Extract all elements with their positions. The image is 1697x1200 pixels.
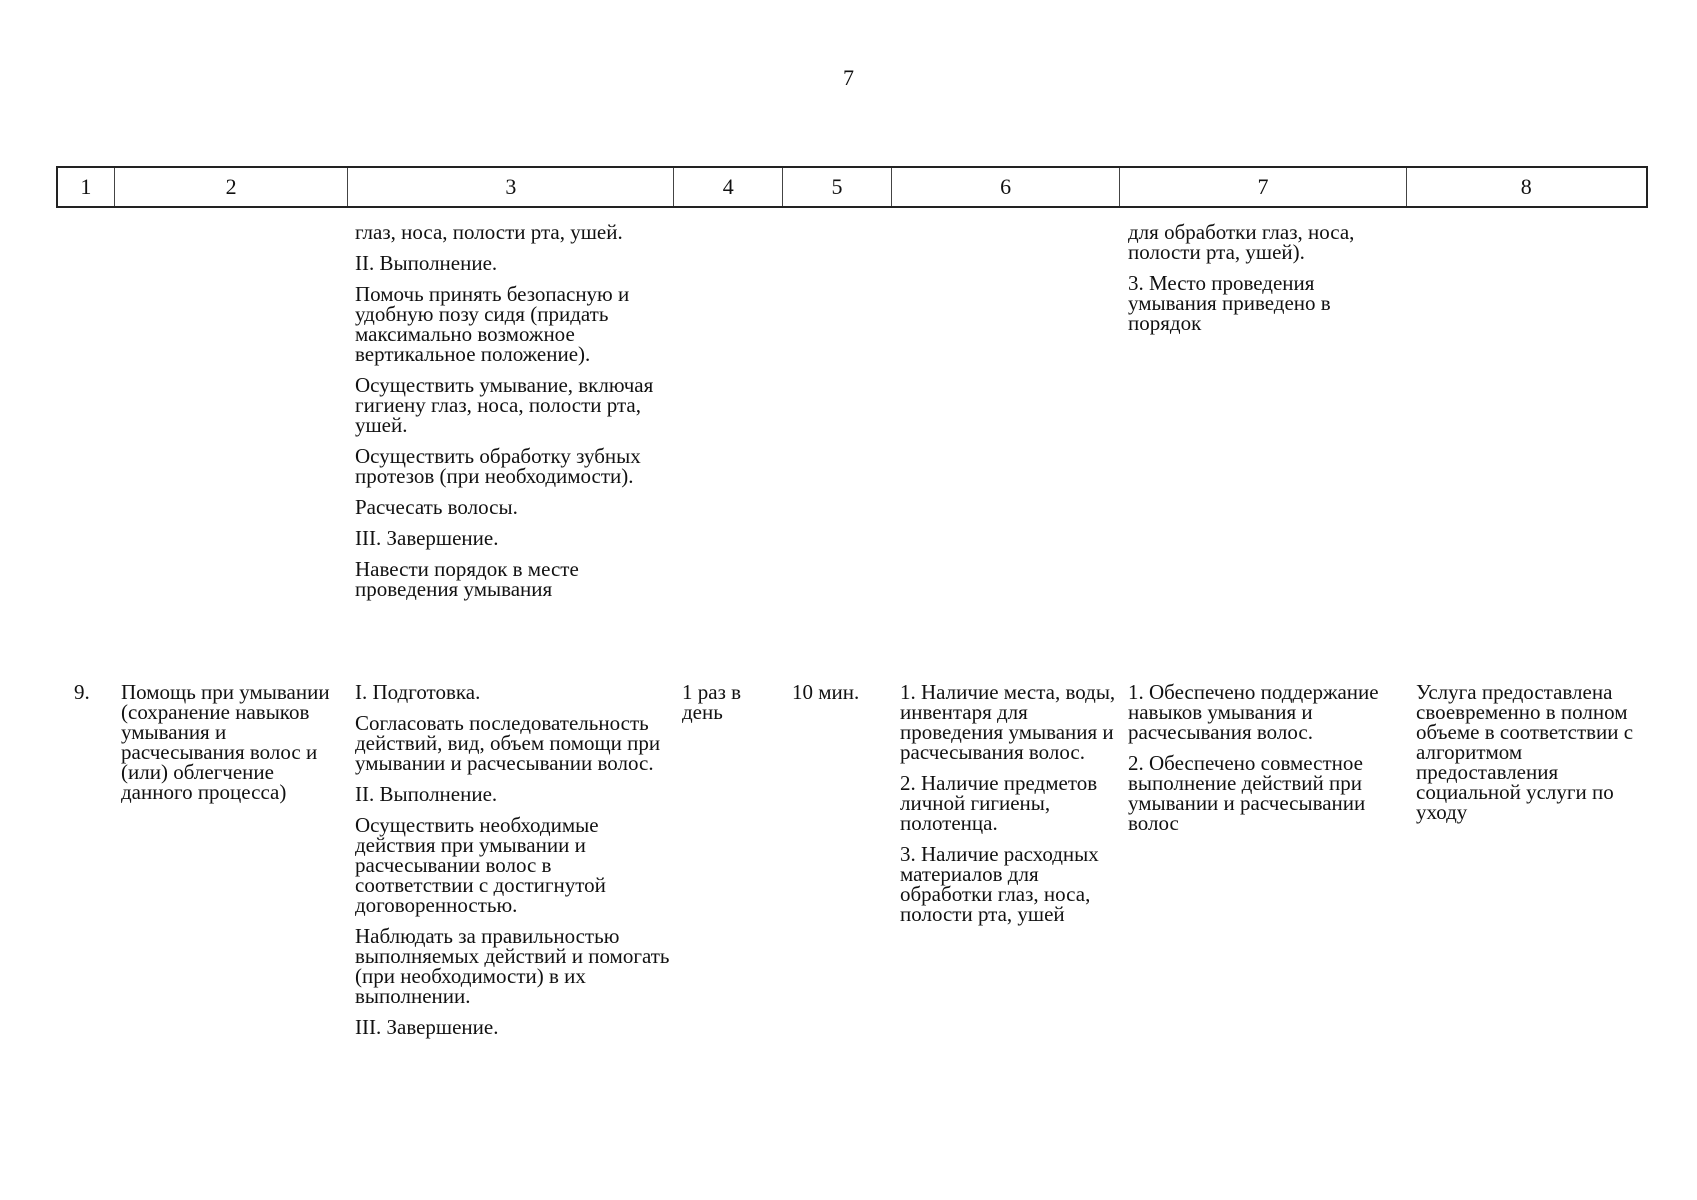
page-number: 7 (843, 65, 854, 90)
row9-duration: 10 мин. (792, 680, 860, 704)
row9-service-name: Помощь при умывании (сохранение навыков умывания и расчесывания волос и (или) облегчение данного процесса) (121, 680, 330, 804)
header-col-7: 7 (1119, 168, 1405, 206)
table-header-row (56, 166, 1648, 208)
continuation-col3 (355, 222, 675, 599)
row9-conditions (900, 682, 1125, 924)
paragraph: 1. Наличие места, воды, инвентаря для проведения умывания и расчесывания волос. (900, 680, 1116, 764)
paragraph: 1. Обеспечено поддержание навыков умывания и расчесывания волос. (1128, 680, 1379, 744)
header-col-8: 8 (1406, 168, 1646, 206)
paragraph: 3. Наличие расходных материалов для обработки глаз, носа, полости рта, ушей (900, 842, 1099, 926)
paragraph: для обработки глаз, носа, полости рта, ушей). (1128, 220, 1355, 264)
paragraph: Расчесать волосы. (355, 495, 518, 519)
paragraph: Навести порядок в месте проведения умывания (355, 557, 579, 601)
paragraph: Помочь принять безопасную и удобную позу сидя (придать максимально возможное вертикальное положение). (355, 282, 630, 366)
paragraph: III. Завершение. (355, 1015, 499, 1039)
paragraph: I. Подготовка. (355, 680, 481, 704)
header-col-4: 4 (673, 168, 782, 206)
paragraph: Наблюдать за правильностью выполняемых действий и помогать (при необходимости) в их выполнении. (355, 924, 670, 1008)
paragraph: глаз, носа, полости рта, ушей. (355, 220, 623, 244)
row9-procedure (355, 682, 675, 1037)
paragraph: Осуществить обработку зубных протезов (при необходимости). (355, 444, 641, 488)
continuation-col7 (1128, 222, 1408, 333)
row9-results (1128, 682, 1408, 833)
paragraph: 2. Наличие предметов личной гигиены, полотенца. (900, 771, 1098, 835)
paragraph: II. Выполнение. (355, 251, 498, 275)
header-col-1: 1 (80, 174, 92, 199)
paragraph: II. Выполнение. (355, 782, 498, 806)
paragraph: 2. Обеспечено совместное выполнение действий при умывании и расчесывании волос (1128, 751, 1366, 835)
paragraph: Осуществить необходимые действия при умывании и расчесывании волос в соответствии с достигнутой договоренностью. (355, 813, 606, 917)
row9-quality-criteria: Услуга предоставлена своевременно в полном объеме в соответствии с алгоритмом предоставления социальной услуги по уходу (1416, 680, 1634, 824)
paragraph: Согласовать последовательность действий, вид, объем помощи при умывании и расчесывании волос. (355, 711, 661, 775)
paragraph: III. Завершение. (355, 526, 499, 550)
row9-frequency: 1 раз в день (682, 680, 742, 724)
paragraph: Осуществить умывание, включая гигиену глаз, носа, полости рта, ушей. (355, 373, 654, 437)
header-col-6: 6 (891, 168, 1119, 206)
header-col-2: 2 (114, 168, 347, 206)
paragraph: 3. Место проведения умывания приведено в порядок (1128, 271, 1331, 335)
row9-number: 9. (74, 680, 90, 704)
header-col-5: 5 (782, 168, 891, 206)
header-col-3: 3 (347, 168, 673, 206)
